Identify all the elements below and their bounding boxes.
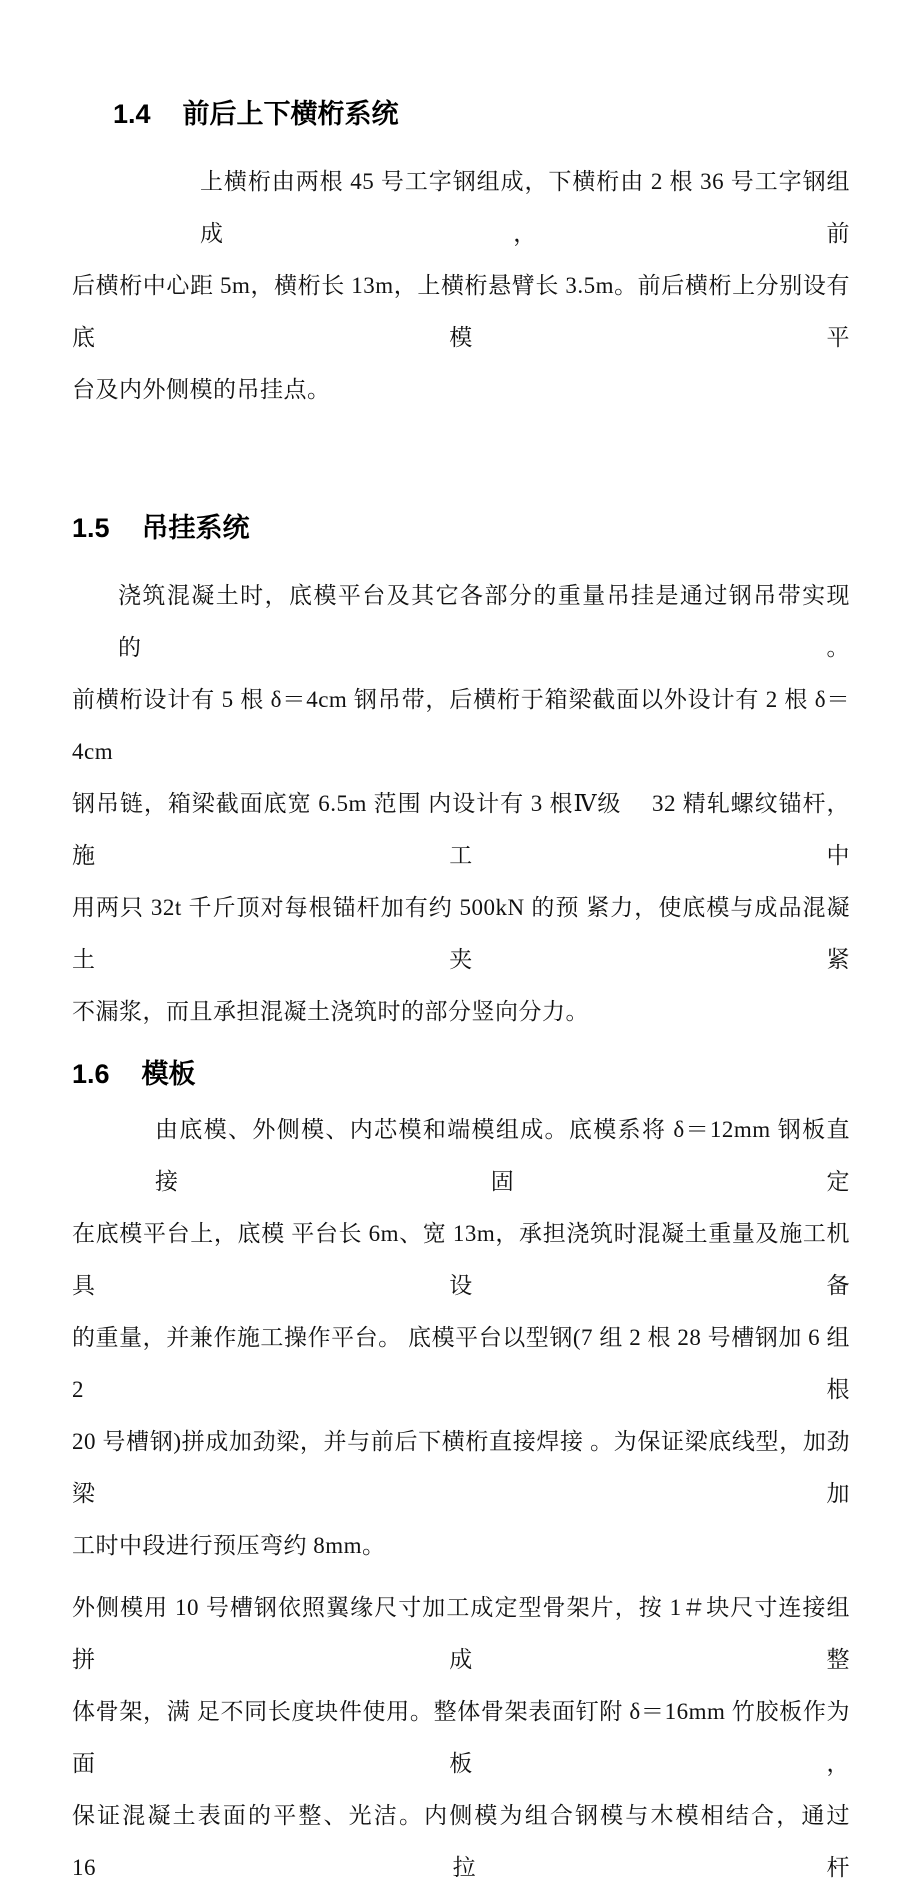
paragraph bbox=[72, 1582, 880, 1894]
paragraph bbox=[72, 156, 850, 416]
section-heading-1-4 bbox=[113, 98, 850, 130]
section-title: 吊挂系统 bbox=[141, 513, 250, 543]
paragraph-line: 上横桁由两根 45 号工字钢组成，下横桁由 2 根 36 号工字钢组成，前 bbox=[200, 169, 850, 246]
paragraph-line: 不漏浆，而且承担混凝土浇筑时的部分竖向分力。 bbox=[72, 999, 589, 1024]
paragraph-line: 由底模、外侧模、内芯模和端模组成。底模系将 δ＝12mm 钢板直接固定 bbox=[155, 1117, 850, 1194]
section-heading-1-5 bbox=[72, 512, 850, 544]
paragraph-line: 20 号槽钢)拼成加劲梁，并与前后下横桁直接焊接 。为保证梁底线型，加劲梁加 bbox=[72, 1429, 850, 1506]
paragraph-line: 在底模平台上，底模 平台长 6m、宽 13m，承担浇筑时混凝土重量及施工机具设备 bbox=[72, 1221, 850, 1298]
paragraph-line: 保证混凝土表面的平整、光洁。内侧模为组合钢模与木模相结合，通过 16 拉杆 bbox=[72, 1803, 880, 1880]
paragraph-line: 外侧模用 10 号槽钢依照翼缘尺寸加工成定型骨架片，按 1＃块尺寸连接组拼成整 bbox=[72, 1595, 850, 1672]
paragraph-line: 台及内外侧模的吊挂点。 bbox=[72, 377, 331, 402]
paragraph-line: 的重量，并兼作施工操作平台。 底模平台以型钢(7 组 2 根 28 号槽钢加 6 组 2 根 bbox=[72, 1325, 850, 1402]
section-1-6 bbox=[72, 1058, 880, 1894]
paragraph-line: 钢吊链，箱梁截面底宽 6.5m 范围 内设计有 3 根Ⅳ级 32 精轧螺纹锚杆，施工中 bbox=[72, 791, 850, 868]
paragraph bbox=[72, 1104, 850, 1572]
section-heading-1-6 bbox=[72, 1058, 850, 1090]
section-number: 1.4 bbox=[113, 99, 151, 129]
section-1-5 bbox=[72, 512, 850, 1038]
section-title: 模板 bbox=[141, 1059, 196, 1089]
paragraph-line: 前横桁设计有 5 根 δ＝4cm 钢吊带，后横桁于箱梁截面以外设计有 2 根 δ＝4cm bbox=[72, 687, 850, 764]
paragraph-line: 用两只 32t 千斤顶对每根锚杆加有约 500kN 的预 紧力，使底模与成品混凝土夹紧 bbox=[72, 895, 850, 972]
section-number: 1.5 bbox=[72, 513, 110, 543]
section-number: 1.6 bbox=[72, 1059, 110, 1089]
paragraph-line: 浇筑混凝土时，底模平台及其它各部分的重量吊挂是通过钢吊带实现的。 bbox=[118, 583, 850, 660]
section-title: 前后上下横桁系统 bbox=[182, 99, 399, 129]
paragraph bbox=[72, 570, 850, 1038]
paragraph-line: 后横桁中心距 5m，横桁长 13m，上横桁悬臂长 3.5m。前后横桁上分别设有底模平 bbox=[72, 273, 850, 350]
paragraph-line: 体骨架，满 足不同长度块件使用。整体骨架表面钉附 δ＝16mm 竹胶板作为面板， bbox=[72, 1699, 850, 1776]
section-1-4 bbox=[72, 98, 850, 416]
paragraph-line: 工时中段进行预压弯约 8mm。 bbox=[72, 1533, 386, 1558]
